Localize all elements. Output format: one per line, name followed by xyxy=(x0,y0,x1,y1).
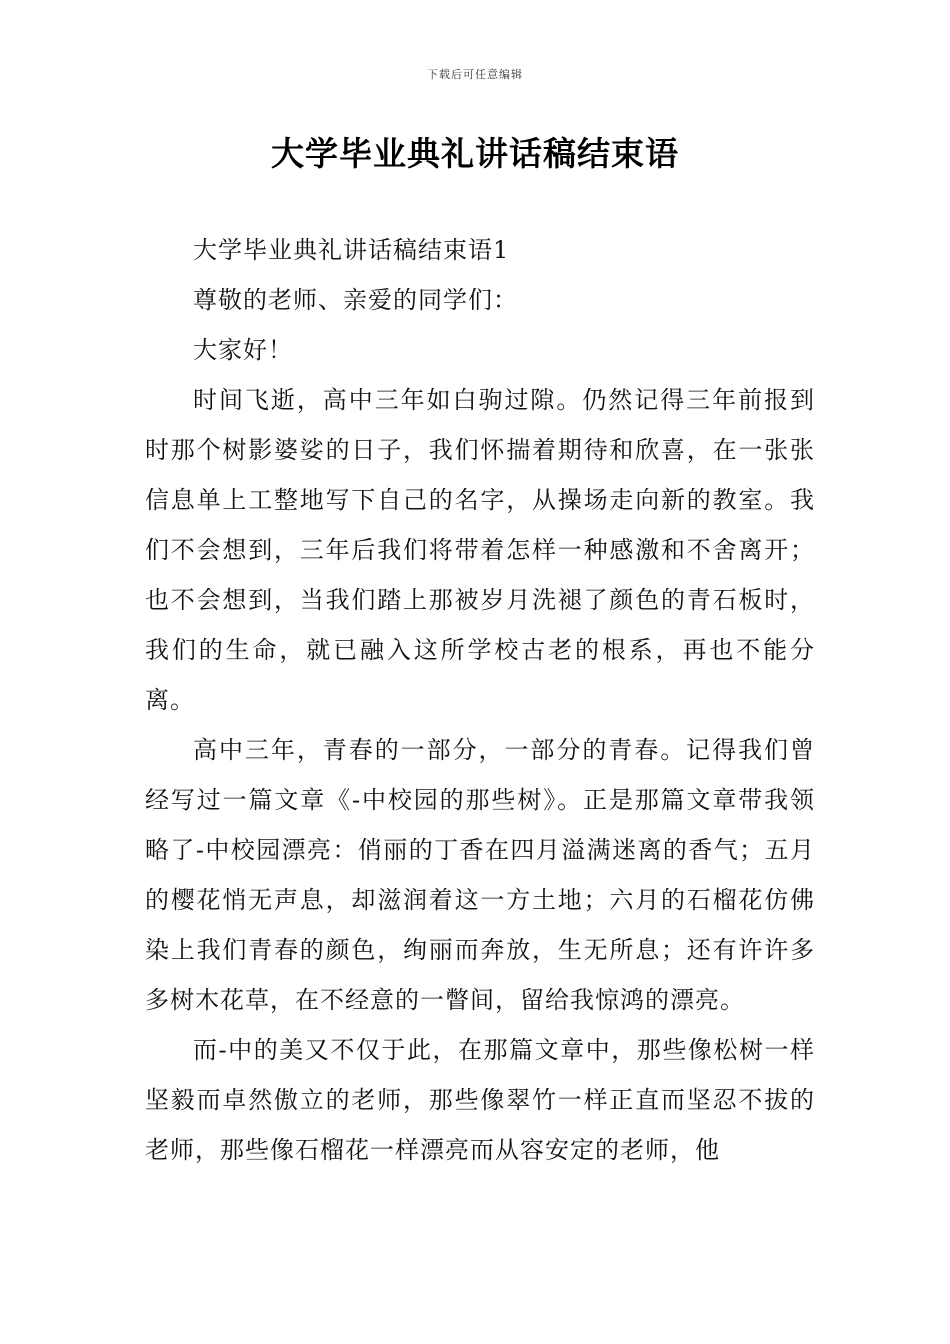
salutation: 尊敬的老师、亲爱的同学们： xyxy=(193,286,518,314)
body-paragraph: 时间飞逝，高中三年如白驹过隙。仍然记得三年前报到时那个树影婆娑的日子，我们怀揣着期待和欣喜，在一张张信息单上工整地写下自己的名字，从操场走向新的教室。我们不会想到，三年后我们将带着怎样一种感激和不舍离开；也不会想到，当我们踏上那被岁月洗褪了颜色的青石板时，我们的生命，就已融入这所学校古老的根系，再也不能分离。 xyxy=(145,386,815,714)
section-heading: 大学毕业典礼讲话稿结束语1 xyxy=(193,236,510,264)
body-paragraph: 高中三年，青春的一部分，一部分的青春。记得我们曾经写过一篇文章《-中校园的那些树》。正是那篇文章带我领略了-中校园漂亮：俏丽的丁香在四月溢满迷离的香气；五月的樱花悄无声息，却滋润着这一方土地；六月的石榴花仿佛染上我们青春的颜色，绚丽而奔放，生无所息；还有许许多多树木花草，在不经意的一瞥间，留给我惊鸿的漂亮。 xyxy=(145,736,815,1014)
document-body xyxy=(145,225,815,1175)
document-title: 大学毕业典礼讲话稿结束语 xyxy=(271,134,679,173)
greeting: 大家好！ xyxy=(193,336,293,364)
header-note: 下载后可任意编辑 xyxy=(427,68,523,81)
body-paragraph: 而-中的美又不仅于此，在那篇文章中，那些像松树一样坚毅而卓然傲立的老师，那些像翠竹一样正直而坚忍不拔的老师，那些像石榴花一样漂亮而从容安定的老师，他 xyxy=(145,1036,815,1164)
